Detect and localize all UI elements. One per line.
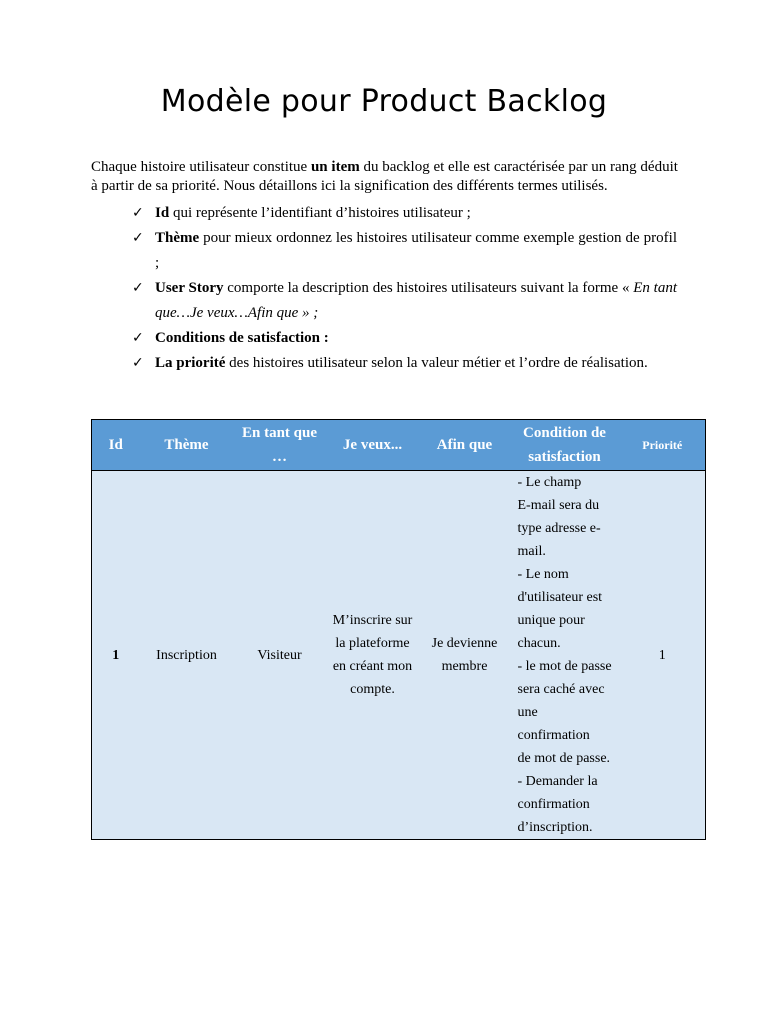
- header-je-veux: Je veux...: [326, 420, 420, 471]
- header-en-tant-que: En tant que …: [234, 420, 326, 471]
- condition-line: chacun.: [517, 636, 561, 651]
- backlog-table: [91, 419, 706, 840]
- header-theme: Thème: [140, 420, 234, 471]
- header-condition: Condition de satisfaction: [510, 420, 620, 471]
- term-description: des histoires utilisateur selon la valeur métier et l’ordre de réalisation.: [225, 355, 648, 371]
- term-label: Id: [155, 205, 170, 221]
- term-label: Thème: [155, 230, 200, 246]
- header-priorite: Priorité: [620, 420, 706, 471]
- term-item-priorite: [91, 351, 677, 376]
- cell-theme: Inscription: [140, 471, 234, 840]
- intro-text-2: du backlog et elle est caractérisée par un rang déduit à partir de sa priorité. Nous détaillons ici la signification des différents termes utilisés.: [91, 159, 678, 194]
- condition-line: mail.: [517, 544, 546, 559]
- check-icon: ✓: [132, 205, 144, 221]
- condition-line: - Le champ: [517, 475, 582, 490]
- terms-list: [91, 201, 677, 376]
- term-italic: En tant que…Je veux…Afin que » ;: [155, 280, 677, 321]
- term-item-user-story: [91, 276, 677, 326]
- table-header-row: [92, 420, 706, 471]
- term-item-id: [91, 201, 677, 226]
- condition-line: unique pour: [517, 613, 585, 628]
- term-item-theme: [91, 226, 677, 276]
- cell-id: 1: [92, 471, 140, 840]
- term-description: comporte la description des histoires utilisateurs suivant la forme «: [223, 280, 634, 296]
- term-label: La priorité: [155, 355, 226, 371]
- condition-line: E-mail sera du: [517, 498, 600, 513]
- check-icon: ✓: [132, 355, 144, 371]
- term-description: qui représente l’identifiant d’histoires utilisateur ;: [169, 205, 471, 221]
- intro-bold: un item: [310, 159, 360, 175]
- condition-line: - le mot de passe: [517, 659, 612, 674]
- condition-line: de mot de passe.: [517, 751, 611, 766]
- check-icon: ✓: [132, 330, 144, 346]
- header-id: Id: [92, 420, 140, 471]
- term-label: Conditions de satisfaction :: [155, 330, 329, 346]
- term-description: pour mieux ordonnez les histoires utilisateur comme exemple gestion de profil ;: [155, 230, 677, 271]
- cell-afin-que: Je devienne membre: [420, 471, 510, 840]
- cell-je-veux: M’inscrire sur la plateforme en créant mon compte.: [326, 471, 420, 840]
- condition-line: sera caché avec: [517, 682, 605, 697]
- condition-line: une confirmation: [517, 705, 590, 743]
- cell-en-tant-que: Visiteur: [234, 471, 326, 840]
- intro-paragraph: [91, 158, 681, 195]
- condition-line: d’inscription.: [517, 820, 593, 835]
- header-afin-que: Afin que: [420, 420, 510, 471]
- document-title: Modèle pour Product Backlog: [160, 84, 608, 119]
- intro-text-1: Chaque histoire utilisateur constitue: [91, 159, 311, 175]
- condition-line: confirmation: [517, 797, 590, 812]
- cell-priorite: 1: [620, 471, 706, 840]
- table-row: [92, 471, 706, 840]
- condition-line: d'utilisateur est: [517, 590, 603, 605]
- check-icon: ✓: [132, 230, 144, 246]
- cell-condition: [510, 471, 620, 840]
- term-label: User Story: [155, 280, 224, 296]
- check-icon: ✓: [132, 280, 144, 296]
- condition-line: - Demander la: [517, 774, 598, 789]
- condition-line: type adresse e-: [517, 521, 601, 536]
- condition-line: - Le nom: [517, 567, 569, 582]
- term-item-conditions: [91, 326, 677, 351]
